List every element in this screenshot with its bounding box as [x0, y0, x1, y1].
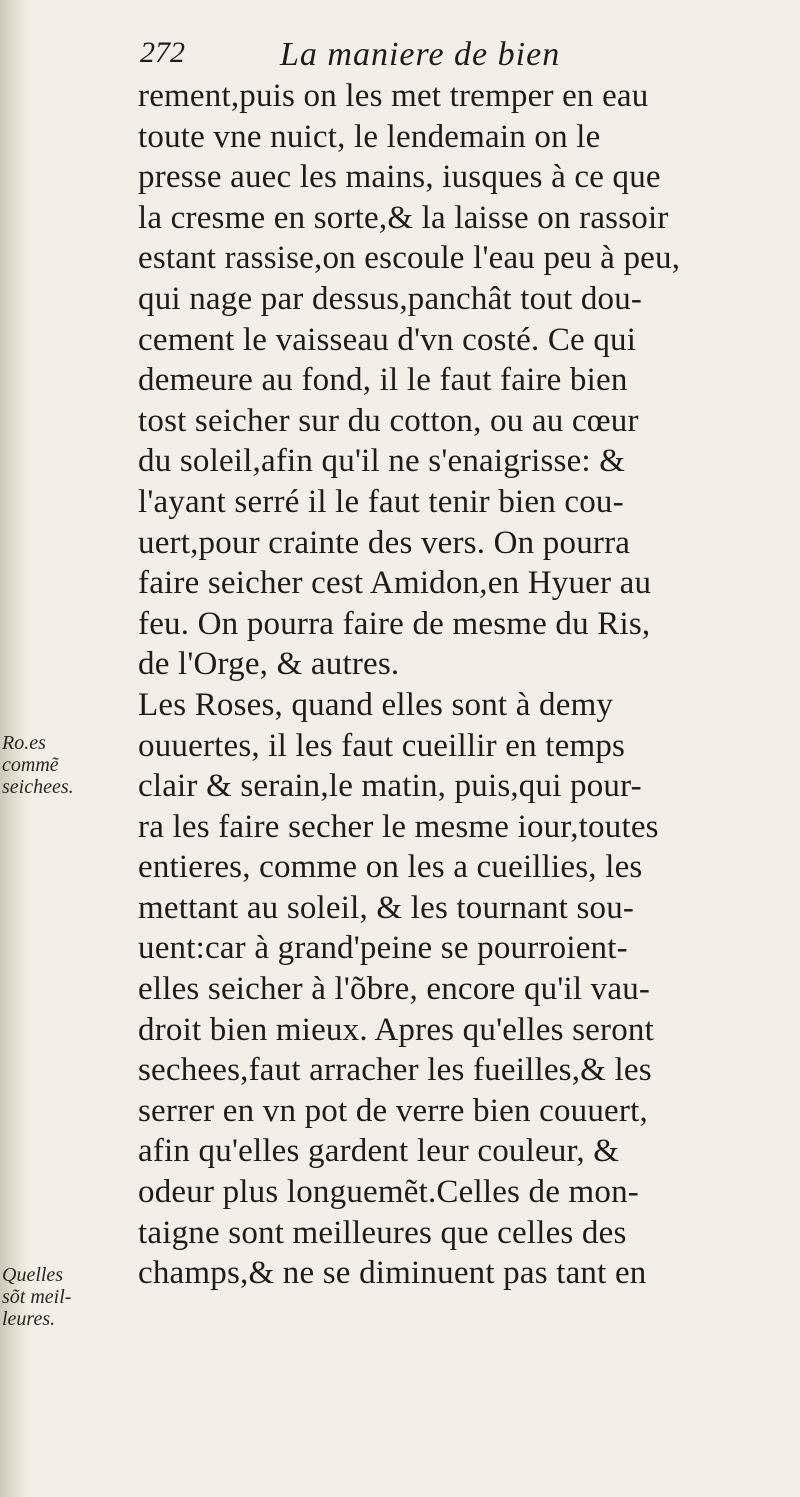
text-line: ouuertes, il les faut cueillir en temps	[138, 727, 626, 764]
text-line: de l'Orge, & autres.	[138, 646, 400, 683]
text-line: uert,pour crainte des vers. On pourra	[138, 524, 631, 561]
text-line: cement le vaisseau d'vn costé. Ce qui	[138, 321, 637, 358]
text-line: feu. On pourra faire de mesme du Ris,	[138, 605, 651, 642]
text-line: tost seicher sur du cotton, ou au cœur	[138, 402, 639, 439]
text-line: mettant au soleil, & les tournant sou-	[138, 889, 635, 926]
text-line: rement,puis on les met tremper en eau	[138, 78, 649, 114]
text-line: uent:car à grand'peine se pourroient-	[138, 930, 628, 967]
text-line: elles seicher à l'õbre, encore qu'il vau-	[138, 971, 651, 1008]
text-line: presse auec les mains, iusques à ce que	[138, 159, 661, 196]
margin-note-best	[2, 1264, 132, 1330]
text-line: estant rassise,on escoule l'eau peu à peu,	[138, 240, 681, 277]
text-line: la cresme en sorte,& la laisse on rassoir	[138, 199, 669, 236]
body-text	[138, 76, 798, 1294]
text-line: droit bien mieux. Apres qu'elles seront	[138, 1011, 654, 1048]
text-line: serrer en vn pot de verre bien couuert,	[138, 1092, 648, 1129]
text-line: toute vne nuict, le lendemain on le	[138, 118, 601, 155]
text-line: Les Roses, quand elles sont à demy	[138, 686, 614, 723]
margin-note-line: sõt meil-	[2, 1286, 72, 1308]
text-line: champs,& ne se diminuent pas tant en	[138, 1255, 647, 1292]
margin-note-line: seichees.	[2, 776, 74, 798]
running-title: La maniere de bien	[280, 36, 561, 73]
text-line: entieres, comme on les a cueillies, les	[138, 849, 643, 886]
text-line: ra les faire secher le mesme iour,toutes	[138, 808, 659, 845]
text-line: odeur plus longuemẽt.Celles de mon-	[138, 1174, 639, 1211]
text-line: du soleil,afin qu'il ne s'enaigrisse: &	[138, 443, 626, 480]
text-line: afin qu'elles gardent leur couleur, &	[138, 1133, 620, 1170]
text-line: taigne sont meilleures que celles des	[138, 1214, 627, 1251]
margin-note-line: Ro.es	[2, 732, 46, 754]
text-line: qui nage par dessus,panchât tout dou-	[138, 280, 643, 317]
margin-note-line: Quelles	[2, 1264, 64, 1286]
page-header	[140, 36, 780, 80]
text-line: l'ayant serré il le faut tenir bien cou-	[138, 483, 624, 520]
page-number: 272	[140, 36, 185, 69]
text-line: faire seicher cest Amidon,en Hyuer au	[138, 565, 652, 602]
text-line: clair & serain,le matin, puis,qui pour-	[138, 768, 642, 805]
margin-note-roses	[2, 732, 132, 798]
margin-note-line: leures.	[2, 1308, 56, 1330]
margin-note-line: commẽ	[2, 754, 59, 776]
text-line: demeure au fond, il le faut faire bien	[138, 362, 628, 399]
text-line: sechees,faut arracher les fueilles,& les	[138, 1052, 652, 1089]
